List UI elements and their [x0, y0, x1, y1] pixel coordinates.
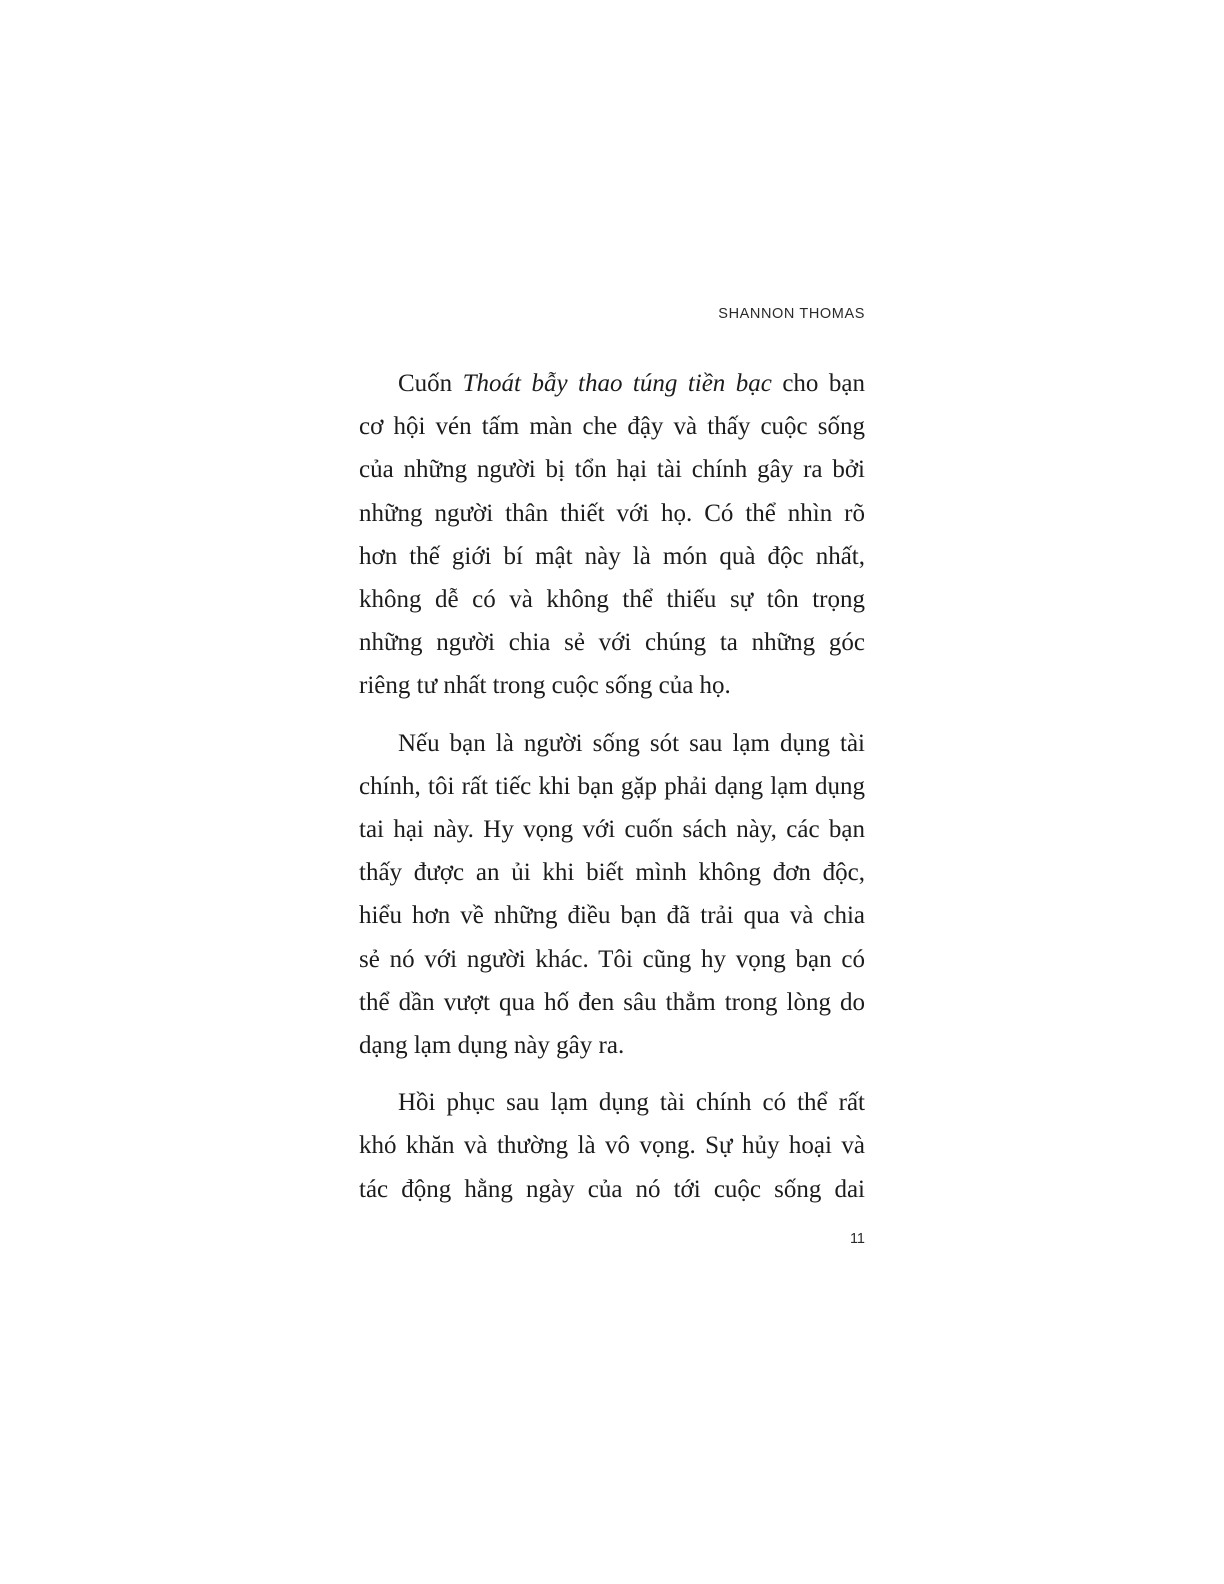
paragraph-3 — [359, 1081, 865, 1211]
text-line — [359, 362, 865, 405]
text-line: hiểu hơn về những điều bạn đã trải qua và chia — [359, 902, 865, 930]
text-line: thấy được an ủi khi biết mình không đơn độc, — [359, 859, 865, 887]
text-line: không dễ có và không thể thiếu sự tôn trọng — [359, 586, 865, 614]
text-line: thể dần vượt qua hố đen sâu thẳm trong lòng do — [359, 988, 865, 1016]
text-line: dạng lạm dụng này gây ra. — [359, 1032, 625, 1060]
text-line: Hồi phục sau lạm dụng tài chính có thể rất — [398, 1089, 865, 1117]
text-run: cho bạn — [771, 370, 865, 397]
paragraph-2 — [359, 722, 865, 1068]
text-line: chính, tôi rất tiếc khi bạn gặp phải dạng lạm dụng — [359, 772, 865, 800]
book-title-italic: Thoát bẫy thao túng tiền bạc — [462, 370, 772, 397]
text-line: tác động hằng ngày của nó tới cuộc sống dai — [359, 1175, 865, 1203]
text-line: sẻ nó với người khác. Tôi cũng hy vọng bạn có — [359, 945, 865, 973]
text-line: tai hại này. Hy vọng với cuốn sách này, các bạn — [359, 816, 865, 844]
paragraph-1 — [359, 362, 865, 708]
text-line: của những người bị tổn hại tài chính gây ra bởi — [359, 456, 865, 484]
text-line: khó khăn và thường là vô vọng. Sự hủy hoại và — [359, 1132, 865, 1160]
text-line: cơ hội vén tấm màn che đậy và thấy cuộc sống — [359, 413, 865, 441]
text-line: những người thân thiết với họ. Có thể nhìn rõ — [359, 499, 865, 527]
text-line: riêng tư nhất trong cuộc sống của họ. — [359, 672, 731, 700]
page-number: 11 — [849, 1231, 865, 1247]
text-line: những người chia sẻ với chúng ta những góc — [359, 629, 865, 657]
running-header: SHANNON THOMAS — [718, 306, 865, 322]
body-text — [359, 362, 865, 1211]
text-line: Nếu bạn là người sống sót sau lạm dụng tài — [398, 729, 865, 757]
text-run: Cuốn — [398, 370, 463, 397]
text-line: hơn thế giới bí mật này là món quà độc nhất, — [359, 542, 865, 570]
